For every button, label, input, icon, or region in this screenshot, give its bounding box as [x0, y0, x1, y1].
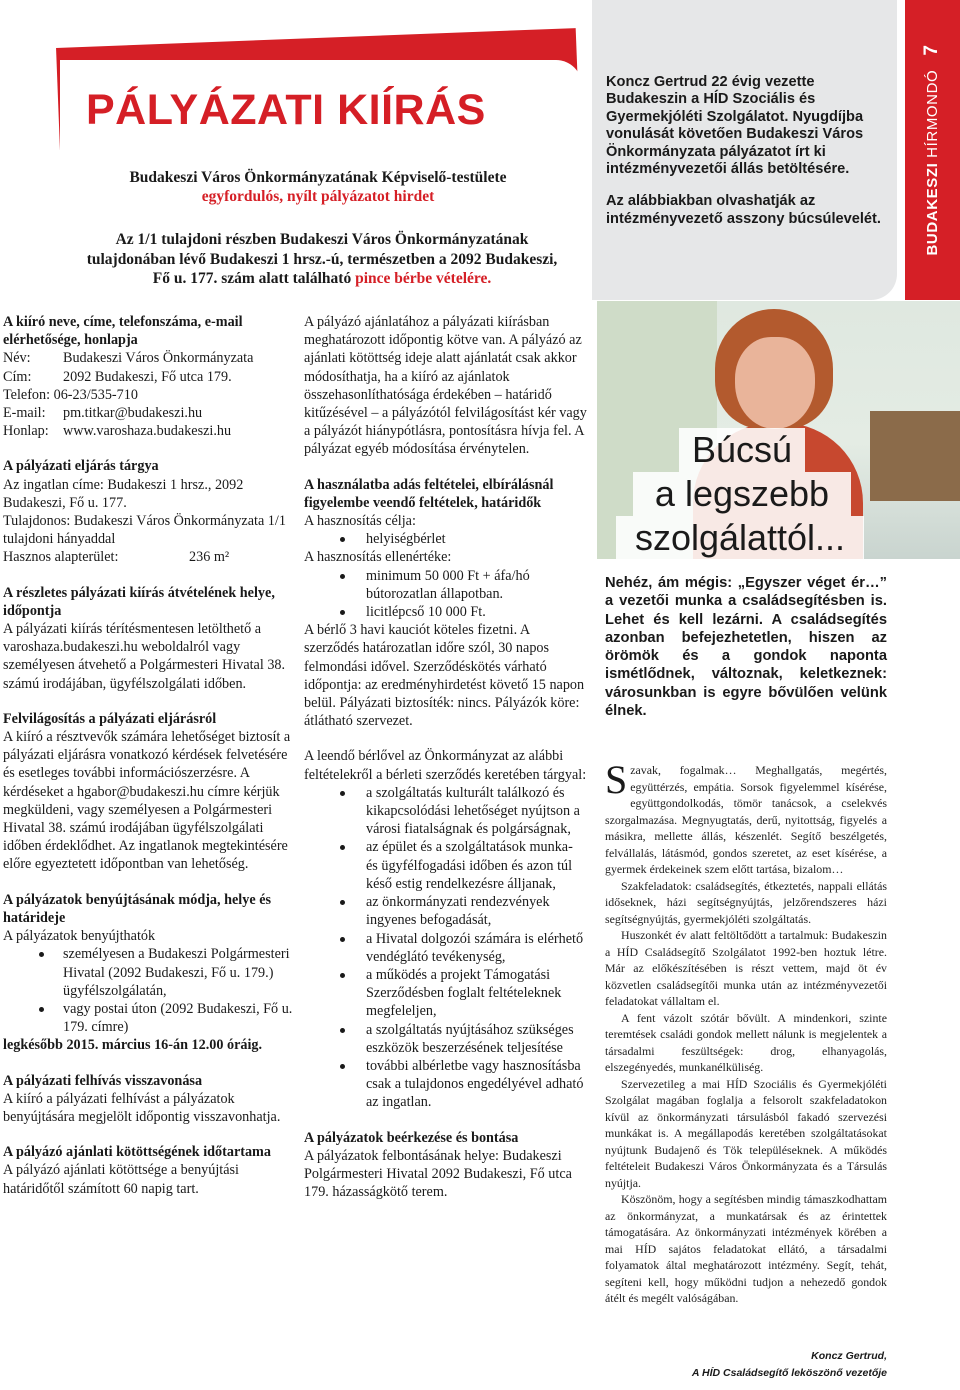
issuer-block — [62, 168, 574, 206]
list-item: a Hivatal dolgozói számára is elérhető vendéglátó tevékenység, — [304, 930, 587, 966]
section-text: A kiíró a pályázati felhívást a pályázatok benyújtására megjelölt időpontig visszavonhatja. — [3, 1090, 281, 1125]
conditions-list — [304, 784, 587, 1112]
contact-key: E-mail: — [3, 405, 46, 422]
publication-title: HÍRMONDÓ — [924, 69, 941, 158]
section-text: A leendő bérlővel az Önkormányzat az alábbi feltételekről a bérleti szerződés keretében tárgyal: — [304, 748, 587, 783]
intro-text — [606, 74, 882, 228]
letter-text: zavak, fogalmak… Meghallgatás, megértés, együttérzés, empátia. Sorsok figyelemmel kísérése, együttgondolkodás, tömör tanácsok, a cselekvés szorgalmazása. Megnyugtatás, derű, nyitottság, figyelés a másikra, mellette állás, készenlét. Segítő beszélgetés, felvállalás, látásmód, gondos szeretet, az eset kísérése, a gyermek érdekeinek szem előtt tartása, bizalom… — [605, 763, 887, 876]
section-heading: A kiíró neve, címe, telefonszáma, e-mail elérhetősége, honlapja — [3, 314, 243, 349]
caption-line: a legszebb — [633, 472, 851, 516]
list-item: a szolgáltatás nyújtásához szükséges eszközök beszerzésének teljesítése — [304, 1021, 587, 1057]
section-heading: A pályázatok beérkezése és bontása — [304, 1129, 519, 1146]
price-list — [304, 567, 587, 622]
section-text: A pályázatok felbontásának helye: Budakeszi Polgármesteri Hivatal 2092 Budakeszi, Fő utca 179. házasságkötő terem. — [304, 1147, 572, 1201]
signature — [605, 1348, 887, 1382]
section-text: A kiíró a résztvevők számára lehetőséget biztosít a pályázati eljárásra vonatkozó kérdések felvetésére és esetleges további információszerzésre. A kérdéseket a hgabor@budakeszi.hu címre kérjük megküldeni, vagy személyesen a Polgármesteri Hivatal 38. számú irodájában ügyfélszolgálati időben érdeklődhet. Az ingatlanok megtekintésére előre egyeztetett időpontban van lehetőség. — [3, 729, 291, 873]
letter-paragraph: Szervezetileg a mai HÍD Szociális és Gyermekjóléti Szolgálat magában foglalja a felsorolt szakfeladatokon kívül az önkormányzati társulásból fakadó szervezési munkákat is. A megállapodás keretében szolgáltatásokat nyújtunk Budajenő és Tök településeknek. A működés feltételeit Budakeszi Város Önkormányzata és a Társulás nyújtja. — [605, 1076, 887, 1190]
list-item: helyiségbérlet — [304, 530, 587, 548]
list-item: vagy postai úton (2092 Budakeszi, Fő u. 179. címre) — [3, 1000, 295, 1036]
list-item: a működés a projekt Támogatási Szerződésben foglalt feltételeknek megfeleljen, — [304, 966, 587, 1021]
contact-value: 2092 Budakeszi, Fő utca 179. — [63, 368, 232, 385]
section-text: A pályázati kiírás térítésmentesen letölthető a varoshaza.budakeszi.hu weboldalról vagy személyesen átvehető a Polgármesteri Hivatal 38. számú irodájában, ügyfélszolgálati időben. — [3, 621, 286, 692]
contact-website: www.varoshaza.budakeszi.hu — [63, 423, 232, 440]
submission-list — [3, 945, 295, 1036]
list-item: az önkormányzati rendezvények ingyenes befogadását, — [304, 893, 587, 929]
contact-phone: Telefon: 06-23/535-710 — [3, 386, 138, 403]
section-text: A hasznosítás célja: — [304, 513, 416, 530]
section-heading: A pályázatok benyújtásának módja, helye és határideje — [3, 891, 272, 926]
contact-row — [3, 404, 295, 422]
property-owner: Tulajdonos: Budakeszi Város Önkormányzata 1/1 tulajdoni hányaddal — [3, 513, 286, 548]
column-1 — [3, 313, 295, 1198]
section-text: A pályázó ajánlati kötöttsége a benyújtási határidőtől számított 60 napig tart. — [3, 1162, 239, 1197]
subject-line: Az 1/1 tulajdoni részben Budakeszi Város Önkormányzatának — [115, 231, 529, 248]
caption-line: Búcsú — [679, 428, 805, 472]
list-item: személyesen a Budakeszi Polgármesteri Hivatal (2092 Budakeszi, Fő u. 179.) ügyfélszolgálatán, — [3, 945, 295, 1000]
publication-name — [921, 45, 943, 256]
section-heading: Felvilágosítás a pályázati eljárásról — [3, 710, 217, 727]
brand-name: BUDAKESZI — [924, 162, 941, 256]
contact-row — [3, 368, 295, 386]
area-key: Hasznos alapterület: — [3, 549, 119, 566]
letter-paragraph: Huszonkét év alatt feltöltődött a tartalmuk: Budakeszin a HÍD Családsegítő Szolgálatot 1992-ben hoztuk létre. Már az előkészítésében is részt vettem, majd öt év közvetlen családsegítői munka után az intézményvezetői feladatokat vállaltam el. — [605, 928, 887, 1008]
section-heading: A pályázó ajánlati kötöttségének időtartama — [3, 1144, 271, 1161]
list-item: az épület és a szolgáltatások munka- és ügyfélfogadási időben és azon túl késő estig rendelkezésre álljanak, — [304, 838, 587, 893]
section-text: A hasznosítás ellenértéke: — [304, 549, 452, 566]
deadline: legkésőbb 2015. március 16-án 12.00 óráig. — [3, 1037, 263, 1054]
drop-cap: S — [605, 757, 628, 802]
intro-paragraph: Koncz Gertrud 22 évig vezette Budakeszin a HÍD Szociális és Gyermekjóléti Szolgálatot. Nyugdíjba vonulását követően Budakeszi Város Önkormányzata pályázatot írt ki intézményvezetői állás betöltésére. — [606, 74, 864, 178]
photo-caption — [622, 428, 862, 560]
list-item: a szolgáltatás kulturált találkozó és kikapcsolódási lehetőséget nyújtson a városi fiatalságnak és polgárságnak, — [304, 784, 587, 839]
subject-block — [62, 230, 582, 289]
section-text: A pályázatok benyújthatók — [3, 928, 156, 945]
contact-email: pm.titkar@budakeszi.hu — [63, 405, 203, 422]
section-heading: A használatba adás feltételei, elbírálásnál figyelembe veendő feltételek, határidők — [304, 476, 554, 511]
signature-role: A HÍD Családsegítő leköszönő vezetője — [691, 1367, 887, 1379]
property-address: Az ingatlan címe: Budakeszi 1 hrsz., 2092 Budakeszi, Fő u. 177. — [3, 476, 244, 511]
page-number: 7 — [921, 44, 942, 56]
contact-value: Budakeszi Város Önkormányzata — [63, 350, 254, 367]
list-item: licitlépcső 10 000 Ft. — [304, 603, 587, 621]
area-value: 236 m² — [189, 549, 230, 566]
contact-row — [3, 349, 295, 367]
subject-line: tulajdonában lévő Budakeszi 1 hrsz.-ú, természetben a 2092 Budakeszi, — [86, 250, 558, 268]
letter-paragraph — [605, 757, 887, 878]
subject-text: Fő u. 177. szám alatt található — [152, 270, 356, 287]
contact-key: Honlap: — [3, 423, 49, 440]
section-heading: A pályázati felhívás visszavonása — [3, 1072, 203, 1089]
section-text: A bérlő 3 havi kauciót köteles fizetni. A szerződés határozatlan időre szól, 30 napos felmondási idővel. Szerződéskötés várható időpontja: az eredményhirdetést követő 15 napon belül. Pályázati biztosíték: nincs. Pályázók köre: átlátható szervezet. — [304, 622, 585, 730]
section-heading: A pályázati eljárás tárgya — [3, 458, 159, 475]
subject-line — [62, 269, 582, 289]
intro-paragraph: Az alábbiakban olvashatják az intézményvezető asszony búcsúlevelét. — [606, 193, 881, 227]
issuer-subline: egyfordulós, nyílt pályázatot hirdet — [201, 188, 435, 205]
farewell-letter — [605, 757, 887, 1307]
lead-paragraph: Nehéz, ám mégis: „Egyszer véget ér…” a vezetői munka a családsegítésben is. Lehet és kell lezárni. A családsegítés azonban befejezhetetlen, hiszen az örömök és a gondok naponta ismétlődnek, változnak, keletkeznek: városunkban is egyre bővülően velünk élnek. — [605, 575, 887, 720]
signature-name: Koncz Gertrud, — [811, 1350, 887, 1362]
contact-key: Cím: — [3, 368, 32, 385]
purpose-list — [304, 530, 587, 548]
letter-paragraph: Köszönöm, hogy a segítésben mindig támaszkodhattam az önkormányzat, a munkatársak és az érintettek támogatására. Az önkormányzati intézmények körében a mai HÍD sajátos feladatokat ellátó, a társadalmi folyamatok által meghatározott intézmény. Segít, tehát, segíteni kell, hogy működni tudjon a nehezedő gondok átélt és megélt valóságában. — [605, 1192, 887, 1305]
section-heading: A részletes pályázati kiírás átvételének helye, időpontja — [3, 584, 275, 619]
column-2 — [304, 313, 587, 1201]
page-title: PÁLYÁZATI KIÍRÁS — [86, 86, 486, 134]
letter-paragraph: Szakfeladatok: családsegítés, étkeztetés, nappali ellátás időseknek, házi segítségnyújtás, jelzőrendszeres házi segítségnyújtás, gyermekjóléti szolgáltatás. — [605, 878, 887, 926]
issuer-line: Budakeszi Város Önkormányzatának Képviselő-testülete — [129, 169, 507, 186]
list-item: minimum 50 000 Ft + áfa/hó bútorozatlan állapotban. — [304, 567, 587, 603]
section-text: A pályázó ajánlatához a pályázati kiírásban meghatározott időpontig kötve van. A pályázó az ajánlati kötöttség ideje alatt ajánlatát csak akkor módosíthatja, ha a kiíró az ajánlatok összehasonlíthatósága érdekében – határidő kitűzésével – a pályázótól felvilágosítást kér vagy a pályázót hiánypótlásra, pontosításra hívja fel. A pályázat egyéb módosítása érvénytelen. — [304, 314, 587, 458]
area-row — [3, 548, 295, 566]
caption-line: szolgálattól... — [616, 516, 864, 560]
subject-highlight: pince bérbe vételére. — [355, 270, 492, 287]
contact-row — [3, 422, 295, 440]
letter-paragraph: A fent vázolt szótár bővült. A mindenkori, szinte teremtések családi gondok mellett nálunk is megjelentek a társadalmi feszültségek: drog, elhanyagolás, elszegényedés, munkanélküliség. — [605, 1010, 887, 1074]
list-item: további albérletbe vagy hasznosításba csak a tulajdonos engedélyével adható az ingatlan. — [304, 1057, 587, 1112]
contact-key: Név: — [3, 350, 31, 367]
